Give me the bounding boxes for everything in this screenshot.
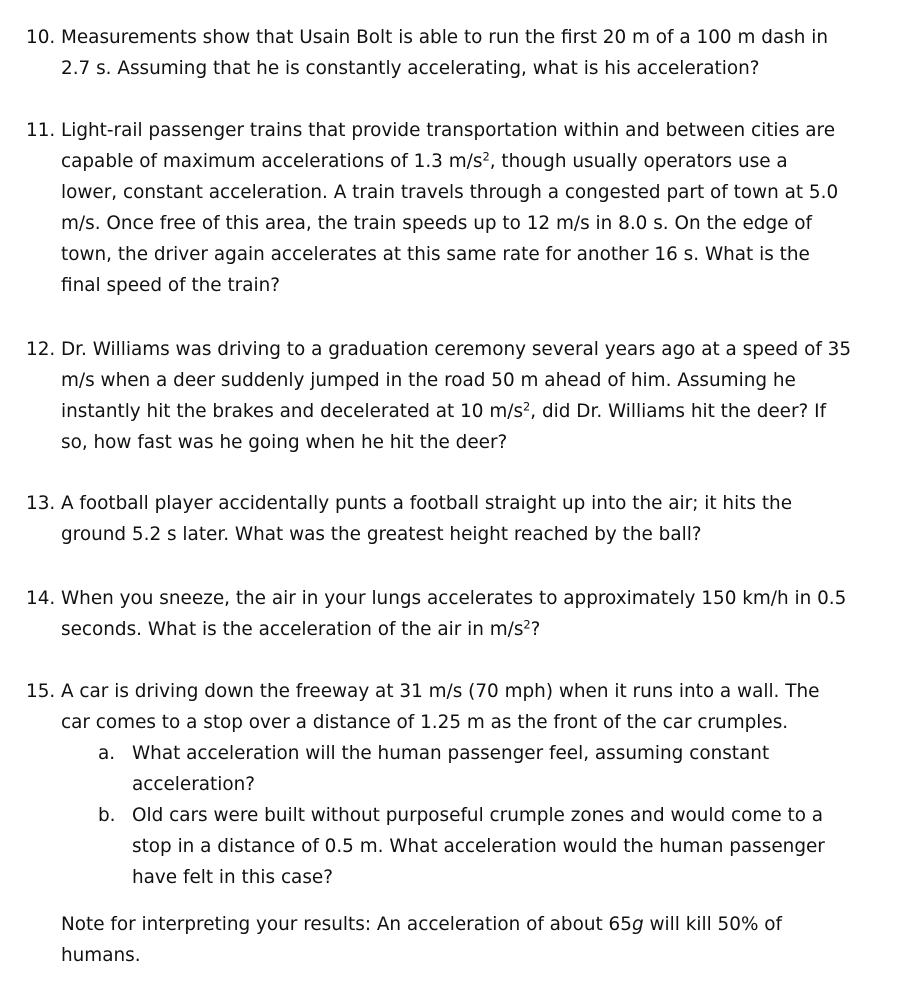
note-line — [61, 909, 881, 940]
subpart-line — [26, 800, 886, 831]
problem-line — [26, 396, 886, 427]
problem-text: Dr. Williams was driving to a graduation ceremony several years ago at a speed of 35 — [61, 339, 852, 360]
problem-line — [26, 270, 886, 301]
note-line — [61, 940, 881, 971]
subpart-line — [26, 769, 886, 800]
problem-text: When you sneeze, the air in your lungs accelerates to approximately 150 km/h in 0.5 — [61, 588, 847, 609]
subpart-line — [26, 862, 886, 893]
subpart-a — [26, 738, 886, 800]
subpart-text: Old cars were built without purposeful crumple zones and would come to a — [132, 805, 824, 826]
problem-line — [26, 583, 886, 614]
note-g-symbol: g — [631, 914, 644, 935]
problem-line — [26, 488, 886, 519]
subpart-b — [26, 800, 886, 893]
problem-line — [26, 334, 886, 365]
problem-12 — [26, 334, 886, 458]
problem-line — [26, 239, 886, 270]
problem-line — [26, 177, 886, 208]
problem-line — [26, 427, 886, 458]
subpart-letter: b. — [98, 805, 116, 826]
problem-14 — [26, 583, 886, 645]
problem-text: capable of maximum accelerations of 1.3 $m/s^2$, though usually operators use a — [61, 149, 788, 172]
results-note — [61, 909, 881, 971]
problem-text: instantly hit the brakes and decelerated at 10 $m/s^2$, did Dr. Williams hit the deer? If — [61, 399, 827, 422]
problem-text: m/s. Once free of this area, the train speeds up to 12 m/s in 8.0 s. On the edge of — [61, 213, 813, 234]
problem-text: lower, constant acceleration. A train travels through a congested part of town at 5.0 — [61, 182, 839, 203]
note-text: Note for interpreting your results: An acceleration of about 65 — [61, 914, 632, 935]
problem-number: 10. — [26, 27, 56, 48]
problem-line — [26, 614, 886, 645]
problem-text: town, the driver again accelerates at this same rate for another 16 s. What is the — [61, 244, 810, 265]
problem-line — [26, 115, 886, 146]
problem-text: so, how fast was he going when he hit the deer? — [61, 432, 508, 453]
problem-number: 12. — [26, 339, 56, 360]
problem-15 — [26, 676, 886, 893]
problem-line — [26, 707, 886, 738]
problem-text: A car is driving down the freeway at 31 m/s (70 mph) when it runs into a wall. The — [61, 681, 820, 702]
problem-text: final speed of the train? — [61, 275, 281, 296]
problem-text: ground 5.2 s later. What was the greatest height reached by the ball? — [61, 524, 702, 545]
problem-text: car comes to a stop over a distance of 1.25 m as the front of the car crumples. — [61, 712, 789, 733]
problem-10 — [26, 22, 886, 84]
problem-number: 15. — [26, 681, 56, 702]
note-text: will kill 50% of — [643, 914, 782, 935]
problem-number: 11. — [26, 120, 56, 141]
problem-line — [26, 53, 886, 84]
problem-line — [26, 365, 886, 396]
problem-text: 2.7 s. Assuming that he is constantly accelerating, what is his acceleration? — [61, 58, 760, 79]
problem-text: A football player accidentally punts a football straight up into the air; it hits the — [61, 493, 793, 514]
problem-number: 13. — [26, 493, 56, 514]
problem-11 — [26, 115, 886, 301]
note-text: humans. — [61, 945, 141, 966]
subpart-text: acceleration? — [132, 774, 256, 795]
problem-text: Light-rail passenger trains that provide transportation within and between cities are — [61, 120, 836, 141]
problem-line — [26, 22, 886, 53]
problem-text: m/s when a deer suddenly jumped in the road 50 m ahead of him. Assuming he — [61, 370, 796, 391]
subpart-line — [26, 738, 886, 769]
problem-line — [26, 208, 886, 239]
subpart-line — [26, 831, 886, 862]
subpart-letter: a. — [98, 743, 116, 764]
problem-number: 14. — [26, 588, 56, 609]
problem-line — [26, 519, 886, 550]
problem-13 — [26, 488, 886, 550]
subpart-text: have felt in this case? — [132, 867, 333, 888]
problem-text: seconds. What is the acceleration of the air in $m/s^2$? — [61, 617, 541, 640]
subpart-text: stop in a distance of 0.5 m. What acceleration would the human passenger — [132, 836, 825, 857]
subpart-text: What acceleration will the human passenger feel, assuming constant — [132, 743, 770, 764]
problem-line — [26, 146, 886, 177]
problem-line — [26, 676, 886, 707]
problem-text: Measurements show that Usain Bolt is able to run the first 20 m of a 100 m dash in — [61, 27, 828, 48]
